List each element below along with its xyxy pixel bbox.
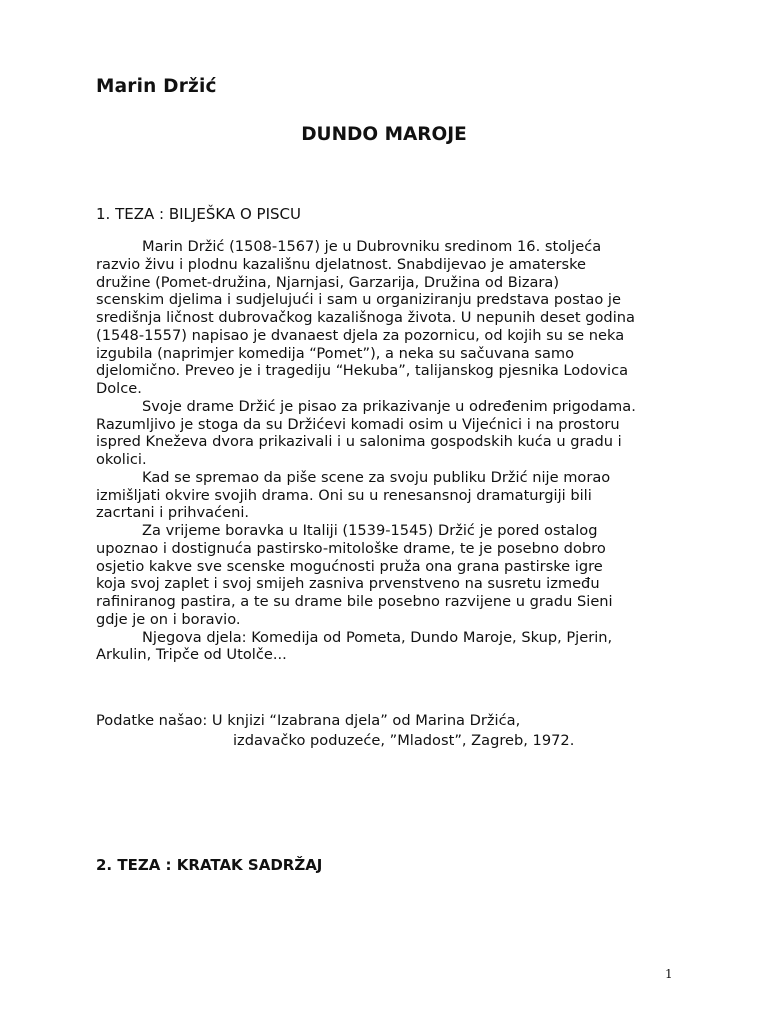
text-line: Dolce. xyxy=(96,380,142,397)
text-line: scenskim djelima i sudjelujući i sam u organiziranju predstava postao je xyxy=(96,291,621,309)
text-line: ispred Kneževa dvora prikazivali i u salonima gospodskih kuća u gradu i xyxy=(96,433,622,451)
text-line: izgubila (naprimjer komedija “Pomet”), a neka su sačuvana samo xyxy=(96,344,575,362)
section-heading-biography: 1. TEZA : BILJEŠKA O PISCU xyxy=(96,205,301,223)
text-line: djelomično. Preveo je i tragediju “Hekuba”, talijanskog pjesnika Lodovica xyxy=(96,362,629,380)
text-line: razvio živu i plodnu kazališnu djelatnost. Snabdijevao je amaterske xyxy=(96,255,587,273)
text-line: osjetio kakve sve scenske mogućnosti pruža ona grana pastirske igre xyxy=(96,557,603,575)
text-line: zacrtani i prihvaćeni. xyxy=(96,504,250,522)
text-line: okolici. xyxy=(96,451,147,468)
text-line: Razumljivo je stoga da su Držićevi komadi osim u Vijećnici i na prostoru xyxy=(96,415,620,433)
source-line: Podatke našao: U knjizi “Izabrana djela” od Marina Držića, xyxy=(96,712,521,729)
text-line: Kad se spremao da piše scene za svoju publiku Držić nije morao xyxy=(142,468,611,486)
text-line: Za vrijeme boravka u Italiji (1539-1545) Držić je pored ostalog xyxy=(142,522,598,539)
biography-text xyxy=(96,238,676,664)
text-line: družine (Pomet-družina, Njarnjasi, Garzarija, Družina od Bizara) xyxy=(96,273,560,291)
text-line: upoznao i dostignuća pastirsko-mitološke drame, te je posebno dobro xyxy=(96,539,606,557)
text-line: Njegova djela: Komedija od Pometa, Dundo Maroje, Skup, Pjerin, xyxy=(142,628,613,646)
text-line: rafiniranog pastira, a te su drame bile posebno razvijene u gradu Sieni xyxy=(96,593,613,610)
text-line: izmišljati okvire svojih drama. Oni su u renesansnoj dramaturgiji bili xyxy=(96,486,592,504)
source-citation xyxy=(96,711,574,751)
text-line: Svoje drame Držić je pisao za prikazivanje u određenim prigodama. xyxy=(142,397,636,415)
page-number: 1 xyxy=(665,967,673,981)
text-line: središnja ličnost dubrovačkog kazališnoga života. U nepunih deset godina xyxy=(96,309,635,326)
document-title: DUNDO MAROJE xyxy=(301,124,467,145)
source-line: izdavačko poduzeće, ”Mladost”, Zagreb, 1972. xyxy=(233,732,575,749)
text-line: Marin Držić (1508-1567) je u Dubrovniku sredinom 16. stoljeća xyxy=(142,238,602,255)
text-line: koja svoj zaplet i svoj smijeh zasniva prvenstveno na susretu između xyxy=(96,575,600,593)
text-line: Arkulin, Tripče od Utolče... xyxy=(96,646,287,664)
text-line: gdje je on i boravio. xyxy=(96,610,241,628)
author-name: Marin Držić xyxy=(96,76,217,97)
section-heading-summary: 2. TEZA : KRATAK SADRŽAJ xyxy=(96,856,323,874)
text-line: (1548-1557) napisao je dvanaest djela za pozornicu, od kojih su se neka xyxy=(96,326,625,344)
